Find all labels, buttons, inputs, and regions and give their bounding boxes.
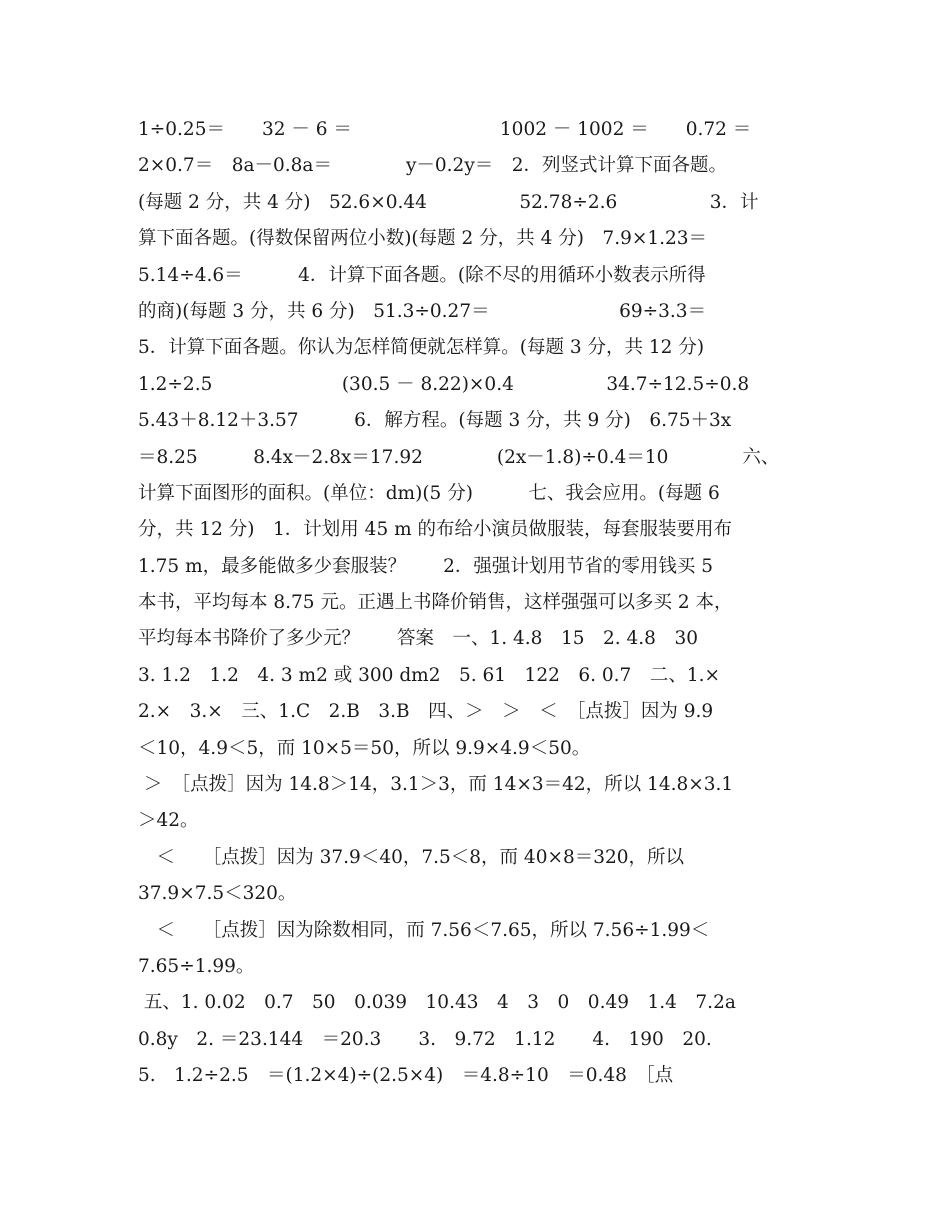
text-line: 五、1. 0.02 0.7 50 0.039 10.43 4 3 0 0.49 1.4 7.2a xyxy=(138,992,736,1014)
text-line: 5.14÷4.6＝ 4．计算下面各题。(除不尽的用循环小数表示所得 xyxy=(138,264,706,286)
text-line: 平均每本书降价了多少元？ 答案 一、1. 4.8 15 2. 4.8 30 xyxy=(138,628,698,650)
text-line: 1÷0.25＝ 32 － 6 ＝ 1002 － 1002 ＝ 0.72 ＝ xyxy=(138,119,752,140)
text-line: 1.75 m，最多能做多少套服装？ 2．强强计划用节省的零用钱买 5 xyxy=(138,555,714,577)
text-line: 分，共 12 分) 1．计划用 45 m 的布给小演员做服装，每套服装要用布 xyxy=(138,519,733,541)
text-line: 算下面各题。(得数保留两位小数)(每题 2 分，共 4 分) 7.9×1.23＝ xyxy=(138,228,708,250)
text-line: 0.8y 2. ＝23.144 ＝20.3 3. 9.72 1.12 4. 190 20. xyxy=(138,1028,712,1050)
text-line: ＞ ［点拨］因为 14.8＞14，3.1＞3，而 14×3＝42，所以 14.8×3.1 xyxy=(138,774,734,796)
text-line: (每题 2 分，共 4 分) 52.6×0.44 52.78÷2.6 3．计 xyxy=(138,191,759,213)
text-line: 37.9×7.5＜320。 xyxy=(138,883,297,905)
text-line: ＜ ［点拨］因为 37.9＜40，7.5＜8，而 40×8＝320，所以 xyxy=(138,846,685,868)
text-line: 5.43＋8.12＋3.57 6．解方程。(每题 3 分，共 9 分) 6.75＋3x xyxy=(138,410,732,432)
text-line: 的商)(每题 3 分，共 6 分) 51.3÷0.27＝ 69÷3.3＝ xyxy=(138,300,707,322)
text-line: ＜ ［点拨］因为除数相同，而 7.56＜7.65，所以 7.56÷1.99＜ xyxy=(138,919,710,941)
text-line: ＝8.25 8.4x－2.8x＝17.92 (2x－1.8)÷0.4＝10 六、 xyxy=(138,446,780,468)
text-line: 7.65÷1.99。 xyxy=(138,955,255,977)
text-line: 1.2÷2.5 (30.5 － 8.22)×0.4 34.7÷12.5÷0.8 xyxy=(138,373,750,395)
text-line: 2.× 3.× 三、1.C 2.B 3.B 四、＞ ＞ ＜ ［点拨］因为 9.9 xyxy=(138,701,714,723)
text-line: 计算下面图形的面积。(单位：dm)(5 分) 七、我会应用。(每题 6 xyxy=(138,482,720,504)
document-text xyxy=(138,112,818,1095)
text-line: ＜10，4.9＜5，而 10×5＝50，所以 9.9×4.9＜50。 xyxy=(138,737,591,759)
text-line: 3. 1.2 1.2 4. 3 m2 或 300 dm2 5. 61 122 6. 0.7 二、1.× xyxy=(138,664,720,686)
text-line: 5．计算下面各题。你认为怎样简便就怎样算。(每题 3 分，共 12 分) xyxy=(138,337,705,359)
text-line: ＞42。 xyxy=(138,810,199,832)
text-line: 本书，平均每本 8.75 元。正遇上书降价销售，这样强强可以多买 2 本， xyxy=(138,592,733,614)
text-line: 2×0.7＝ 8a－0.8a＝ y－0.2y＝ 2．列竖式计算下面各题。 xyxy=(138,155,728,177)
text-line: 5. 1.2÷2.5 ＝(1.2×4)÷(2.5×4) ＝4.8÷10 ＝0.48 ［点 xyxy=(138,1065,674,1087)
